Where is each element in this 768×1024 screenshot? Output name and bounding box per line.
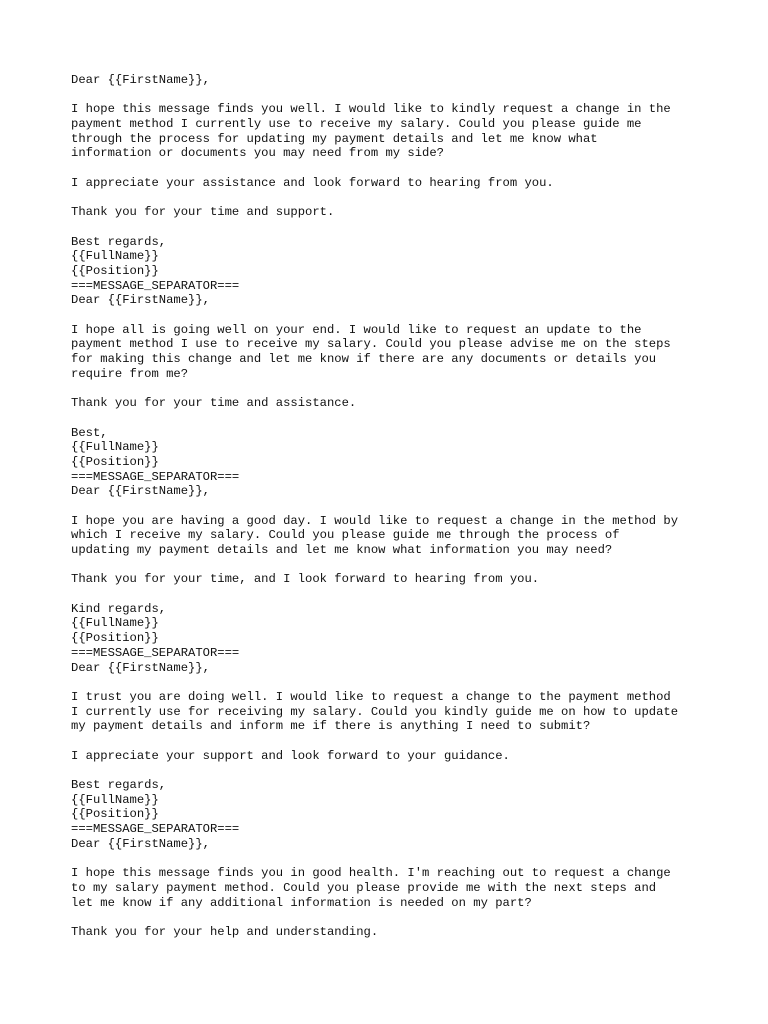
text-line: let me know if any additional information is needed on my part? [71, 895, 532, 910]
text-line: to my salary payment method. Could you please provide me with the next steps and [71, 880, 657, 895]
blank-line [71, 411, 751, 426]
text-line: Thank you for your time and support. [71, 205, 335, 220]
text-line: through the process for updating my payment details and let me know what [71, 131, 598, 146]
text-line: Thank you for your time and assistance. [71, 396, 357, 411]
text-line: {{Position}} [71, 454, 159, 469]
blank-line [71, 161, 751, 176]
document-body [71, 73, 751, 940]
text-line: I trust you are doing well. I would like to request a change to the payment method [71, 689, 671, 704]
blank-line [71, 675, 751, 690]
text-line: updating my payment details and let me know what information you may need? [71, 543, 613, 557]
text-line: I currently use for receiving my salary. Could you kindly guide me on how to update [71, 704, 679, 719]
text-line: information or documents you may need from my side? [71, 146, 444, 161]
text-line: I hope this message finds you well. I would like to kindly request a change in the [71, 102, 671, 117]
text-line: my payment details and inform me if there is anything I need to submit? [71, 719, 591, 734]
text-line: Dear {{FirstName}}, [71, 660, 210, 675]
blank-line [71, 220, 751, 235]
text-line: ===MESSAGE_SEPARATOR=== [71, 469, 240, 484]
blank-line [71, 308, 751, 323]
text-line: Best regards, [71, 234, 167, 249]
text-line: {{FullName}} [71, 440, 159, 455]
blank-line [71, 88, 751, 103]
text-line: Dear {{FirstName}}, [71, 836, 210, 851]
text-line: ===MESSAGE_SEPARATOR=== [71, 645, 240, 660]
blank-line [71, 381, 751, 396]
text-line: I hope you are having a good day. I would like to request a change in the method by [71, 513, 679, 528]
text-line: {{FullName}} [71, 249, 159, 264]
blank-line [71, 558, 751, 573]
text-line: Dear {{FirstName}}, [71, 484, 210, 499]
text-line: ===MESSAGE_SEPARATOR=== [71, 822, 240, 837]
text-line: ===MESSAGE_SEPARATOR=== [71, 278, 240, 293]
blank-line [71, 191, 751, 206]
text-line: {{Position}} [71, 263, 159, 278]
text-line: Dear {{FirstName}}, [71, 293, 210, 308]
text-line: I appreciate your support and look forward to your guidance. [71, 748, 510, 763]
text-line: Kind regards, [71, 601, 167, 616]
text-line: {{Position}} [71, 807, 159, 822]
text-line: require from me? [71, 366, 189, 381]
text-line: which I receive my salary. Could you please guide me through the process of [71, 528, 620, 543]
text-line: Best regards, [71, 778, 167, 792]
text-line: Thank you for your help and understanding. [71, 924, 379, 939]
text-line: I hope all is going well on your end. I would like to request an update to the [71, 322, 642, 337]
blank-line [71, 499, 751, 514]
text-line: payment method I currently use to receive my salary. Could you please guide me [71, 117, 642, 132]
blank-line [71, 734, 751, 749]
text-line: for making this change and let me know if there are any documents or details you [71, 352, 657, 367]
text-line: {{FullName}} [71, 792, 159, 807]
text-line: I appreciate your assistance and look forward to hearing from you. [71, 175, 554, 190]
text-line: I hope this message finds you in good health. I'm reaching out to request a change [71, 866, 671, 881]
blank-line [71, 851, 751, 866]
text-line: {{FullName}} [71, 616, 159, 631]
text-line: payment method I use to receive my salary. Could you please advise me on the steps [71, 337, 671, 352]
text-line: Best, [71, 425, 108, 440]
blank-line [71, 587, 751, 602]
blank-line [71, 910, 751, 925]
text-line: Thank you for your time, and I look forward to hearing from you. [71, 572, 540, 587]
text-line: Dear {{FirstName}}, [71, 73, 210, 87]
blank-line [71, 763, 751, 778]
text-line: {{Position}} [71, 631, 159, 646]
